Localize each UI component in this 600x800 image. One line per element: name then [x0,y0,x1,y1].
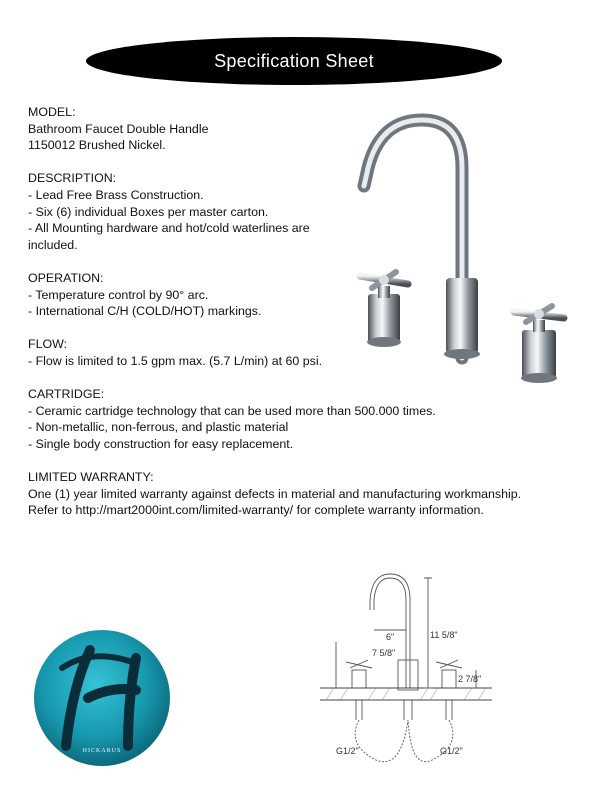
hot-handle [514,306,564,383]
cold-handle [360,272,408,347]
dim-handle-height: 2 7/8" [458,674,482,684]
cartridge-line: - Non-metallic, non-ferrous, and plastic material [28,420,289,435]
flow-heading: FLOW: [28,337,68,352]
brand-logo [32,628,172,768]
model-line: 1150012 Brushed Nickel. [28,138,166,153]
logo-brand-text: HICKARUS [82,748,122,754]
cartridge-section [28,386,588,452]
page-title: Specification Sheet [214,50,374,71]
title-banner [86,37,502,85]
spout-base [446,278,478,354]
faucet-product-image [340,108,590,388]
warranty-heading: LIMITED WARRANTY: [28,470,154,485]
warranty-line: One (1) year limited warranty against defects in material and manufacturing workmanship. [28,486,522,501]
dim-inlet-left: G1/2" [336,746,359,756]
model-line: Bathroom Faucet Double Handle [28,121,209,136]
description-heading: DESCRIPTION: [28,171,117,186]
cartridge-line: - Single body construction for easy replacement. [28,436,294,451]
description-line: - Six (6) individual Boxes per master carton. [28,204,269,219]
model-heading: MODEL: [28,105,76,119]
dim-total-height: 11 5/8" [430,630,458,640]
dim-spout-reach: 6" [386,632,395,642]
description-line: - All Mounting hardware and hot/cold waterlines are included. [28,221,310,252]
dim-spout-height: 7 5/8" [372,648,396,658]
flow-line: - Flow is limited to 1.5 gpm max. (5.7 L/min) at 60 psi. [28,353,323,368]
cartridge-line: - Ceramic cartridge technology that can be used more than 500.000 times. [28,403,436,418]
operation-line: - International C/H (COLD/HOT) markings. [28,304,262,319]
dimension-diagram [306,570,506,795]
cartridge-heading: CARTRIDGE: [28,387,105,402]
operation-heading: OPERATION: [28,270,104,285]
warranty-line: Refer to http://mart2000int.com/limited-warranty/ for complete warranty information. [28,503,484,518]
dim-inlet-right: G1/2" [440,746,463,756]
description-line: - Lead Free Brass Construction. [28,187,204,202]
operation-line: - Temperature control by 90° arc. [28,287,209,302]
warranty-section [28,469,588,519]
